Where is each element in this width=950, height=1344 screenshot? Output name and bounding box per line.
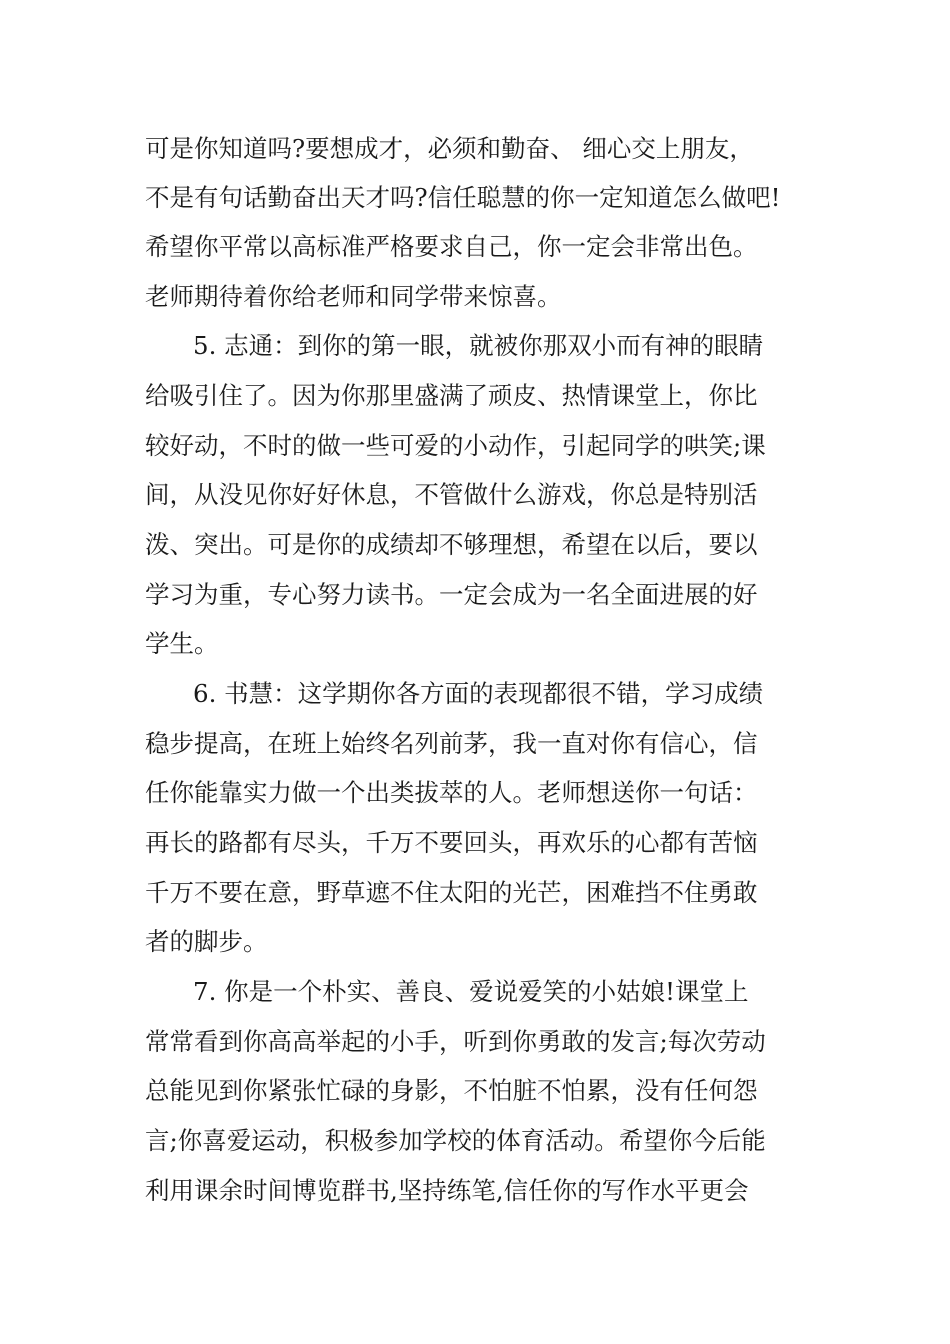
paragraph-6-start: 6. 书慧：这学期你各方面的表现都很不错，学习成绩 — [193, 679, 764, 708]
text-line: 者的脚步。 — [145, 927, 268, 956]
text-line: 利用课余时间博览群书,坚持练笔,信任你的写作水平更会 — [145, 1176, 749, 1205]
paragraph-5-start: 5. 志通：到你的第一眼，就被你那双小而有神的眼睛 — [193, 331, 764, 360]
text-line: 千万不要在意，野草遮不住太阳的光芒，困难挡不住勇敢 — [145, 878, 758, 907]
text-line: 泼、突出。可是你的成绩却不够理想，希望在以后，要以 — [145, 530, 758, 559]
text-line: 希望你平常以高标准严格要求自己，你一定会非常出色。 — [145, 232, 758, 261]
text-line: 学习为重，专心努力读书。一定会成为一名全面进展的好 — [145, 580, 758, 609]
text-line: 常常看到你高高举起的小手，听到你勇敢的发言;每次劳动 — [145, 1027, 766, 1056]
text-line: 再长的路都有尽头，千万不要回头，再欢乐的心都有苦恼 — [145, 828, 758, 857]
text-line: 稳步提高，在班上始终名列前茅，我一直对你有信心，信 — [145, 729, 758, 758]
text-line: 不是有句话勤奋出天才吗?信任聪慧的你一定知道怎么做吧! — [145, 183, 781, 212]
text-line: 总能见到你紧张忙碌的身影，不怕脏不怕累，没有任何怨 — [145, 1076, 758, 1105]
text-line: 言;你喜爱运动，积极参加学校的体育活动。希望你今后能 — [145, 1126, 766, 1155]
text-line: 学生。 — [145, 629, 219, 658]
paragraph-7-start: 7. 你是一个朴实、善良、爱说爱笑的小姑娘!课堂上 — [193, 977, 749, 1006]
text-line: 老师期待着你给老师和同学带来惊喜。 — [145, 282, 562, 311]
text-line: 给吸引住了。因为你那里盛满了顽皮、热情课堂上，你比 — [145, 381, 758, 410]
text-line: 任你能靠实力做一个出类拔萃的人。老师想送你一句话： — [145, 778, 758, 807]
text-line: 可是你知道吗?要想成才，必须和勤奋、 细心交上朋友， — [145, 134, 754, 163]
text-line: 间，从没见你好好休息，不管做什么游戏，你总是特别活 — [145, 480, 758, 509]
text-line: 较好动，不时的做一些可爱的小动作，引起同学的哄笑;课 — [145, 431, 766, 460]
